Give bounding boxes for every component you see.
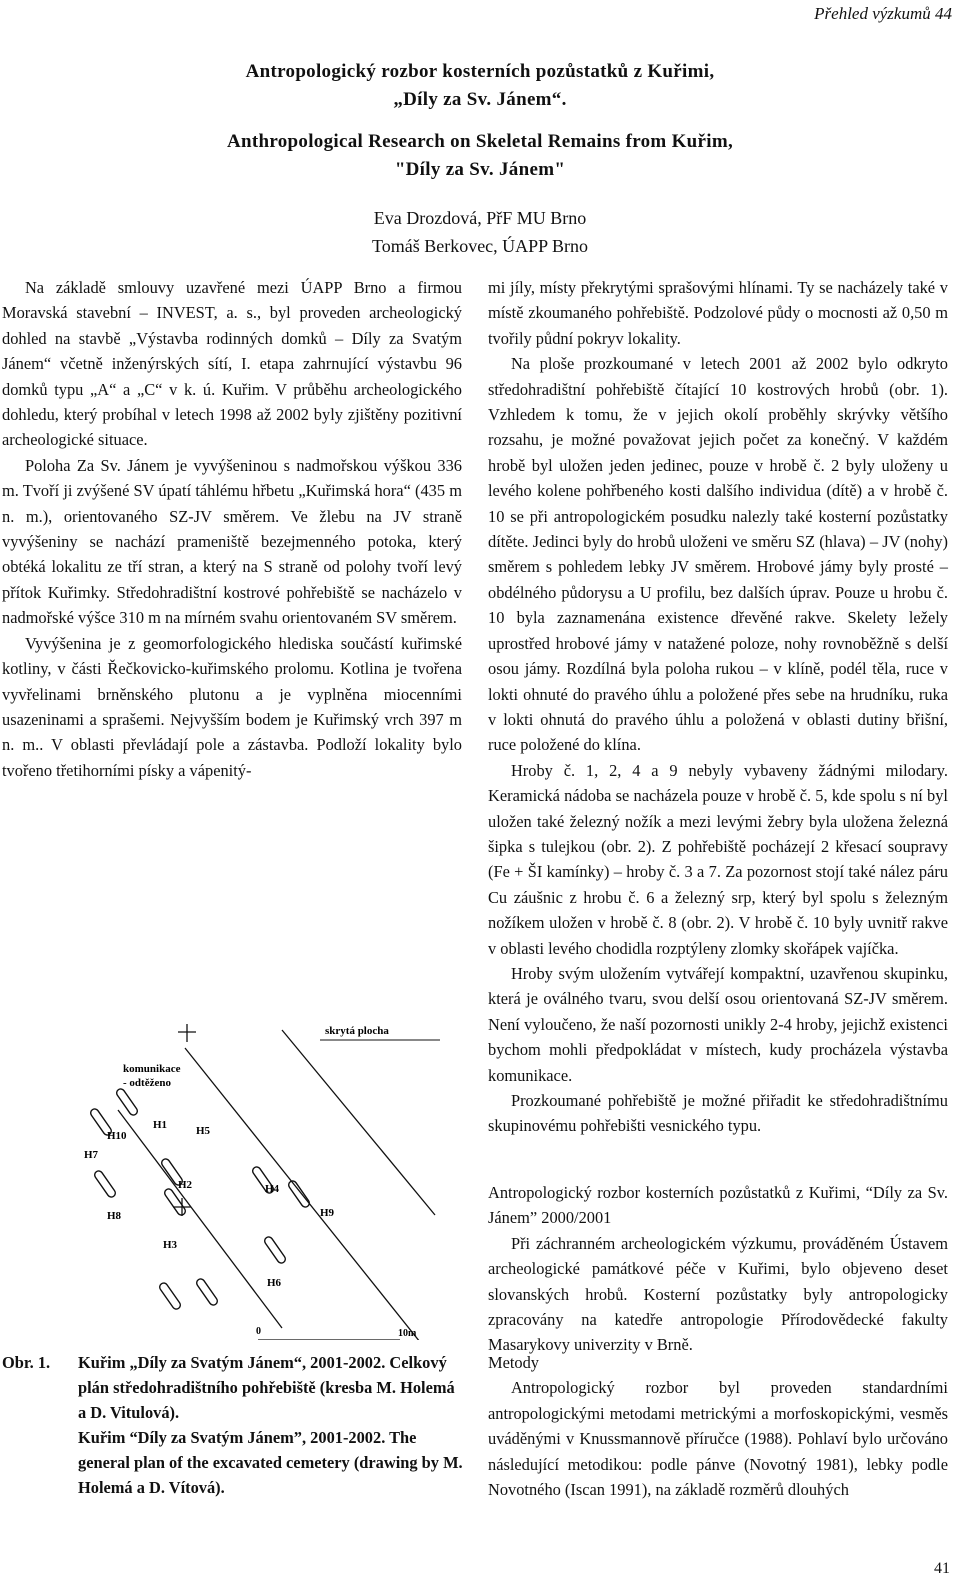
area-boundary-line-1 — [185, 1048, 420, 1340]
area-boundary-line-2 — [282, 1030, 435, 1215]
label-h1: H1 — [153, 1119, 168, 1131]
label-h5: H5 — [196, 1125, 211, 1137]
label-h2: H2 — [178, 1179, 193, 1191]
left-paragraph-3: Vyvýšenina je z geomorfologického hlediska součástí kuřimské kotliny, v části Řečkovicko-kuřimského prolomu. Kotlina je tvořena vyvřelinami brněnského plutonu a je vyplněna miocenními usazeninami a sprašemi. Nejvyšším bodem je Kuřimský vrch 397 m n. m.. V oblasti převládají pole a zástavba. Podloží lokality bylo tvořeno třetihorními písky a vápenitý- — [2, 633, 462, 780]
grave-h9 — [287, 1179, 311, 1208]
grave-h1 — [158, 1281, 182, 1310]
road-label-2: - odtěženo — [123, 1077, 171, 1089]
grave-h10 — [115, 1087, 139, 1116]
methods-heading: Metody — [488, 1353, 539, 1372]
caption-label: Obr. 1. — [2, 1353, 51, 1372]
label-h6: H6 — [267, 1277, 282, 1289]
road-label-1: komunikace — [123, 1063, 181, 1075]
label-h10: H10 — [107, 1130, 127, 1142]
label-h4: H4 — [265, 1183, 280, 1195]
grave-h8 — [93, 1169, 117, 1198]
section-paragraph: Při záchranném archeologickém výzkumu, prováděném Ústavem archeologické památkové péče v Kuřimi, bylo objeveno deset slovanských hrobů. Kosterní pozůstatky byly antropologicky zpracovány na katedře antropologie Přírodovědecké fakulty Masarykovy univerzity v Brně. — [488, 1233, 948, 1355]
right-paragraph-5: Prozkoumané pohřebiště je možné přiřadit ke středohradištnímu skupinovému pohřebišti vesnického typu. — [488, 1091, 948, 1136]
right-paragraph-4: Hroby svým uložením vytvářejí kompaktní, uzavřenou skupinku, která je oválného tvaru, svou delší osou orientovaná SZ-JV směrem. Není vyloučeno, že naší pozornosti unikly 2-4 hroby, jejichž existenci bychom mohli předpokládat v místech, kudy procházela výstavba komunikace. — [488, 963, 948, 1085]
authors — [0, 204, 960, 260]
title-english-line-1: Anthropological Research on Skeletal Remains from Kuřim, — [226, 131, 734, 152]
caption-text — [78, 1350, 464, 1500]
author-1: Eva Drozdová, PřF MU Brno — [373, 208, 587, 228]
grave-h6 — [263, 1235, 287, 1264]
label-h9: H9 — [320, 1207, 335, 1219]
scale-end: 10m — [398, 1328, 417, 1339]
caption-english: Kuřim “Díly za Svatým Jánem”, 2001-2002. The general plan of the excavated cemetery (drawing by M. Holemá a D. Vítová). — [78, 1428, 463, 1497]
cemetery-plan-figure — [60, 1010, 460, 1340]
left-paragraph-2: Poloha Za Sv. Jánem je vyvýšeninou s nadmořskou výškou 336 m. Tvoří ji zvýšené SV úpatí táhlému hřbetu „Kuřimská hora“ (435 m n. m.), orientovaného SZ-JV směrem. Ve žlebu na JV straně vyvýšeniny se nachází prameniště bezejmenného potoka, který obtéká lokalitu ze tří stran, a který na S straně od polohy tvoří levý přítok Kuřimky. Středohradištní kostrové pohřebiště se nacházelo v nadmořské výšce 310 m na mírném svahu orientovaném SV směrem. — [2, 455, 462, 628]
methods-paragraph: Antropologický rozbor byl proveden standardními antropologickými metodami metrickými a morfoskopickými, vesměs uváděnými v Knussmannově příručce (1988). Pohlaví bylo určováno následující metodikou: podle pánve (Novotný 1981), lebky podle Novotného (Iscan 1991), na základě rozměrů dlouhých — [488, 1378, 948, 1500]
author-2: Tomáš Berkovec, ÚAPP Brno — [371, 236, 589, 256]
title-czech — [0, 58, 960, 114]
scale-start: 0 — [256, 1326, 261, 1337]
right-column-methods — [488, 1350, 948, 1502]
label-h8: H8 — [107, 1210, 122, 1222]
title-czech-line-2: „Díly za Sv. Jánem“. — [393, 89, 567, 110]
road-boundary-line — [118, 1110, 282, 1328]
label-h3: H3 — [163, 1239, 178, 1251]
page-number: 41 — [934, 1560, 950, 1577]
right-paragraph-3: Hroby č. 1, 2, 4 a 9 nebyly vybaveny žádnými milodary. Keramická nádoba se nacházela pouze v hrobě č. 5, kde spolu s ní byl uložen také železný nožík a mezi levými žebry byla uložena železná šipka s tulejkou (obr. 2). Z pohřebiště pocházejí 2 křesací soupravy (Fe + ŠI kamínky) – hroby č. 3 a 7. Za pozornost stojí také nález páru Cu záušnic z hrobu č. 6 a železný srp, který byl spolu s železným nožíkem uložen v hrobě č. 8 (obr. 2). V hrobě č. 10 byly uvnitř rakve v oblasti levého chodidla rozptýleny zlomky skořápek vajíčka. — [488, 760, 948, 958]
title-english-line-2: "Díly za Sv. Jánem" — [394, 159, 566, 180]
right-paragraph-1: mi jíly, místy překrytými sprašovými hlínami. Ty se nacházely také v místě zkoumaného pohřebiště. Podzolové půdy o mocnosti až 0,50 m tvořily půdní pokryv lokality. — [488, 278, 948, 348]
grave-h3 — [163, 1187, 187, 1216]
caption-czech: Kuřim „Díly za Svatým Jánem“, 2001-2002. Celkový plán středohradištního pohřebiště (kresba M. Holemá a D. Vitulová). — [78, 1353, 455, 1422]
left-paragraph-1: Na základě smlouvy uzavřené mezi ÚAPP Brno a firmou Moravská stavební – INVEST, a. s., byl proveden archeologický dohled na stavbě „Výstavba rodinných domků – Díly za Svatým Jánem“ včetně inženýrských sítí, I. etapa zahrnující výstavbu 96 domků typu „A“ a „C“ v k. ú. Kuřim. V průběhu archeologického dohledu, který probíhal v letech 1998 až 2002 byly zjištěny pozitivní archeologické situace. — [2, 278, 462, 450]
hidden-area-label: skrytá plocha — [325, 1025, 389, 1037]
running-header: Přehled výzkumů 44 — [814, 4, 952, 23]
left-column — [2, 275, 462, 783]
title-english — [0, 128, 960, 184]
right-column-section — [488, 1180, 948, 1358]
label-h7: H7 — [84, 1149, 99, 1161]
title-czech-line-1: Antropologický rozbor kosterních pozůstatků z Kuřimi, — [245, 61, 715, 82]
section-heading: Antropologický rozbor kosterních pozůstatků z Kuřimi, “Díly za Sv. Jánem” 2000/2001 — [488, 1183, 948, 1228]
right-column-top — [488, 275, 948, 1139]
right-paragraph-2: Na ploše prozkoumané v letech 2001 až 2002 bylo odkryto středohradištní pohřebiště čítající 10 kostrových hrobů (obr. 1). Vzhledem k tomu, že v jejich okolí proběhly skrývky většího rozsahu, je možné považovat jejich počet za konečný. V každém hrobě byl uložen jeden jedinec, pouze v hrobě č. 2 byly uloženy u levého kolene pohřbeného kosti dalšího individua (dítě) a v hrobě č. 10 se při antropologickém posudku nalezly také kosterní pozůstatky dítěte. Jedinci byly do hrobů uloženi ve směru SZ (hlava) – JV (nohy) směrem s pohledem lebky JV směrem. Hrobové jámy byly prosté – obdélného půdorysu a U profilu, bez dalších úprav. Pouze u hrobu č. 10 byla zaznamenána existence dřevěné rakve. Skelety ležely uprostřed hrobové jámy v natažené poloze, nohy rovnoběžně s delší osou jámy. Rozdílná byla poloha rukou – v klíně, podél těla, ruce v lokti ohnuté do pravého úhlu a položené přes sebe na hrudníku, ruka v lokti ohnutá do pravého úhlu a položená v oblasti dutiny břišní, ruce položené do klína. — [488, 354, 948, 755]
grave-h5 — [195, 1277, 219, 1306]
